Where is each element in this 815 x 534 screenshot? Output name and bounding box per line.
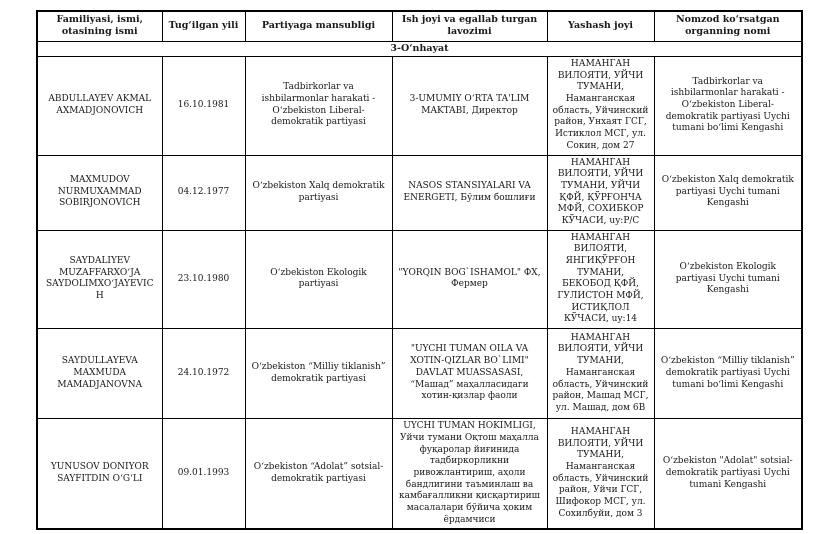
candidate-name-cell: ABDULLAYEV AKMAL AXMADJONOVICH (37, 57, 162, 156)
header-workplace-position: Ish joyi va egallab turgan lavozimi (392, 11, 547, 41)
job-cell: "YORQIN BOG`ISHAMOL" ФХ, Фермер (392, 230, 547, 329)
birth-date-cell: 23.10.1980 (162, 230, 245, 329)
table-row (37, 329, 802, 419)
nominator-cell: Tadbirkorlar va ishbilarmonlar harakati - Oʻzbekiston Liberal-demokratik partiyasi Uychi tumani boʻlimi Kengashi (654, 57, 802, 156)
address-cell: НАМАНГАН ВИЛОЯТИ, УЙЧИ ТУМАНИ, УЙЧИ ҚФЙ, ҚЎРҒОНЧА МФЙ, СОХИБКОР КЎЧАСИ, uy:Р/С (547, 155, 654, 230)
party-cell: Oʻzbekiston “Milliy tiklanish” demokratik partiyasi (245, 329, 392, 419)
candidate-name-cell: SAYDALIYEV MUZAFFARXOʻJA SAYDOLIMXOʻJAYEVICH (37, 230, 162, 329)
section-row (37, 41, 802, 56)
candidates-table (36, 10, 803, 530)
address-cell: НАМАНГАН ВИЛОЯТИ, УЙЧИ ТУМАНИ, Наманганская область, Уйчинский район, Унхаят ГСГ, Истиклол МСГ, ул. Сокин, дом 27 (547, 57, 654, 156)
nominator-cell: Oʻzbekiston “Milliy tiklanish” demokratik partiyasi Uychi tumani boʻlimi Kengashi (654, 329, 802, 419)
party-cell: Oʻzbekiston “Adolat” sotsial-demokratik partiyasi (245, 419, 392, 530)
candidate-name-cell: YUNUSOV DONIYOR SAYFITDIN OʻGʻLI (37, 419, 162, 530)
candidates-table-container (36, 10, 803, 530)
nominator-cell: Oʻzbekiston "Adolat" sotsial-demokratik partiyasi Uychi tumani Kengashi (654, 419, 802, 530)
job-cell: UYCHI TUMAN HOKIMLIGI, Уйчи тумани Оқтош маҳалла фуқаролар йиғинида тадбиркорликни ривожлантириш, аҳоли бандлигини таъминлаш ва камбағалликни қисқартириш масалалари бўйича ҳоким ёрдамчиси (392, 419, 547, 530)
nominator-cell: Oʻzbekiston Xalq demokratik partiyasi Uychi tumani Kengashi (654, 155, 802, 230)
job-cell: "UYCHI TUMAN OILA VA XOTIN-QIZLAR BO`LIMI" DAVLAT MUASSASASI, “Машад” маҳалласидаги хотин-қизлар фаоли (392, 329, 547, 419)
birth-date-cell: 16.10.1981 (162, 57, 245, 156)
birth-date-cell: 04.12.1977 (162, 155, 245, 230)
table-row (37, 419, 802, 530)
address-cell: НАМАНГАН ВИЛОЯТИ, УЙЧИ ТУМАНИ, Наманганская область, Уйчинский район, Уйчи ГСГ, Шифокор МСГ, ул. Сохилбуйи, дом 3 (547, 419, 654, 530)
table-row (37, 230, 802, 329)
address-cell: НАМАНГАН ВИЛОЯТИ, ЯНГИҚЎРҒОН ТУМАНИ, БЕКОБОД ҚФЙ, ГУЛИСТОН МФЙ, ИСТИҚЛОЛ КЎЧАСИ, uy:14 (547, 230, 654, 329)
table-row (37, 57, 802, 156)
job-cell: NASOS STANSIYALARI VA ENERGETI, Бўлим бошлиғи (392, 155, 547, 230)
header-residence: Yashash joyi (547, 11, 654, 41)
section-title: 3-Oʻnhayat (37, 41, 802, 56)
birth-date-cell: 24.10.1972 (162, 329, 245, 419)
candidate-name-cell: SAYDULLAYEVA MAXMUDA MAMADJANOVNA (37, 329, 162, 419)
header-nominating-body: Nomzod koʻrsatgan organning nomi (654, 11, 802, 41)
table-header-row (37, 11, 802, 41)
job-cell: 3-UMUMIY OʻRTA TA'LIM MAKTABI, Директор (392, 57, 547, 156)
party-cell: Oʻzbekiston Xalq demokratik partiyasi (245, 155, 392, 230)
candidate-name-cell: MAXMUDOV NURMUXAMMAD SOBIRJONOVICH (37, 155, 162, 230)
party-cell: Tadbirkorlar va ishbilarmonlar harakati - Oʻzbekiston Liberal-demokratik partiyasi (245, 57, 392, 156)
party-cell: Oʻzbekiston Ekologik partiyasi (245, 230, 392, 329)
table-row (37, 155, 802, 230)
header-full-name: Familiyasi, ismi, otasining ismi (37, 11, 162, 41)
header-birth-year: Tugʻilgan yili (162, 11, 245, 41)
address-cell: НАМАНГАН ВИЛОЯТИ, УЙЧИ ТУМАНИ, Наманганская область, Уйчинский район, Машад МСГ, ул. Машад, дом 6В (547, 329, 654, 419)
nominator-cell: Oʻzbekiston Ekologik partiyasi Uychi tumani Kengashi (654, 230, 802, 329)
birth-date-cell: 09.01.1993 (162, 419, 245, 530)
header-party-affiliation: Partiyaga mansubligi (245, 11, 392, 41)
